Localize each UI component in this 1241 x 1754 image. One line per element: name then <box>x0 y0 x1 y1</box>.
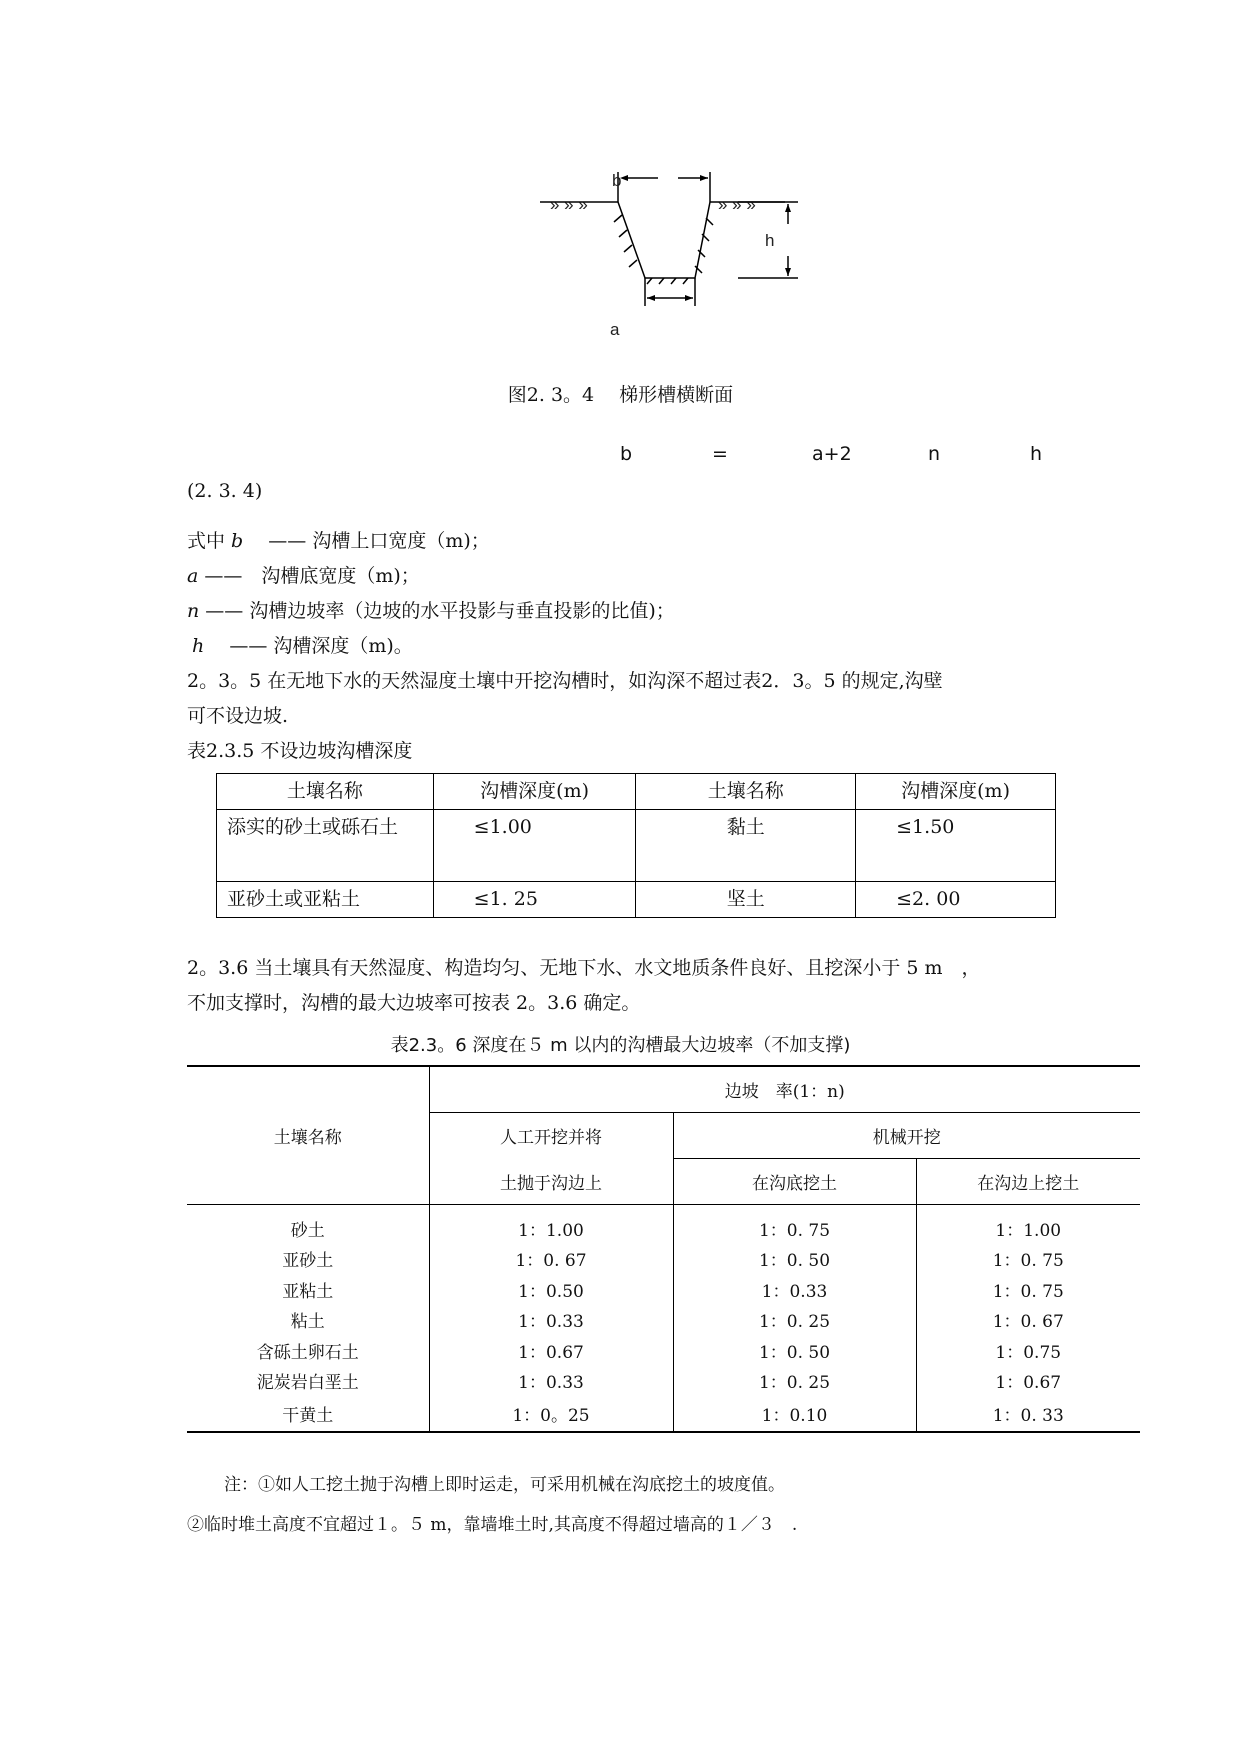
paragraph-2-3-6-line1: 2。3.6 当土壤具有天然湿度、构造均匀、无地下水、水文地质条件良好、且挖深小于 5 m ， <box>187 957 981 979</box>
definition-text: —— 沟槽底宽度（m)； <box>204 565 420 587</box>
formula-a-plus-2: a+2 <box>812 443 852 465</box>
table-cell: 亚砂土或亚粘土 <box>217 882 434 918</box>
table-cell: 1：0. 75 <box>992 1251 1064 1272</box>
table-max-slope-ratio <box>187 1065 1140 1433</box>
header-machine-top: 在沟边上挖土 <box>916 1159 1140 1205</box>
table-row <box>187 1305 1140 1336</box>
table-cell: 1：0. 75 <box>992 1281 1064 1302</box>
definition-symbol: b <box>231 530 244 552</box>
table-cell: 1：0.67 <box>995 1373 1062 1394</box>
header-soil-name: 土壤名称 <box>187 1066 429 1205</box>
table-cell: 亚粘土 <box>187 1274 429 1305</box>
table-no-slope-depth <box>216 773 1056 918</box>
svg-text:» » »: » » » <box>550 195 588 214</box>
label-b: b <box>612 171 622 190</box>
table-row <box>217 810 1056 882</box>
table-header-row <box>217 774 1056 810</box>
table-cell: 砂土 <box>187 1205 429 1244</box>
definition-text: —— 沟槽上口宽度（m)； <box>268 530 490 552</box>
header-cell: 土壤名称 <box>636 774 856 810</box>
table-row <box>217 882 1056 918</box>
paragraph-2-3-5-line2: 可不设边坡. <box>187 705 289 727</box>
label-a: a <box>610 320 620 339</box>
table-row <box>187 1205 1140 1244</box>
definition-symbol: n <box>187 600 200 622</box>
table-cell: 1：0。25 <box>429 1396 673 1432</box>
table-cell: ≤1.50 <box>856 810 1056 882</box>
table-cell: ≤2. 00 <box>856 882 1056 918</box>
definition-text: —— 沟槽深度（m)。 <box>229 635 413 657</box>
header-machine-bottom: 在沟底挖土 <box>673 1159 916 1205</box>
table-cell: 1：0. 25 <box>673 1366 916 1397</box>
figure-caption: 图2. 3。4 梯形槽横断面 <box>507 384 734 406</box>
table-cell: 坚土 <box>636 882 856 918</box>
table-cell: 干黄土 <box>187 1396 429 1432</box>
table-cell: 1：1.00 <box>995 1220 1062 1241</box>
header-cell: 土壤名称 <box>217 774 434 810</box>
table-cell: 1：0. 50 <box>673 1244 916 1275</box>
definition-n <box>187 598 675 624</box>
table-cell: 1：1.00 <box>429 1205 673 1244</box>
table-cell: 1：0.33 <box>673 1274 916 1305</box>
table-cell: 1：0.33 <box>429 1305 673 1336</box>
formula-b: b <box>620 443 633 465</box>
definition-symbol: a <box>187 565 199 587</box>
table-row <box>187 1274 1140 1305</box>
table-cell: 亚砂土 <box>187 1244 429 1275</box>
definition-symbol: h <box>192 635 205 657</box>
table-cell: 添实的砂土或砾石土 <box>217 810 434 882</box>
header-manual-line1: 人工开挖并将 <box>429 1113 673 1159</box>
table1-title: 表2.3.5 不设边坡沟槽深度 <box>187 740 413 762</box>
table-cell: 1：0. 33 <box>992 1406 1064 1426</box>
table-cell: 含砾土卵石土 <box>187 1335 429 1366</box>
table-row <box>187 1396 1140 1432</box>
table-cell: 粘土 <box>187 1305 429 1336</box>
table-cell: 1：0.75 <box>995 1342 1062 1363</box>
table-cell: 1：0.50 <box>429 1274 673 1305</box>
table2-title: 表2.3。6 深度在５ m 以内的沟槽最大边坡率（不加支撑) <box>390 1035 851 1056</box>
table-cell: 1：0. 67 <box>429 1244 673 1275</box>
trench-cross-section-diagram <box>530 160 850 350</box>
table-cell: 1：0. 25 <box>673 1305 916 1336</box>
definition-text: —— 沟槽边坡率（边坡的水平投影与垂直投影的比值)； <box>205 600 675 622</box>
note-2: ②临时堆土高度不宜超过１。５ m，靠墙堆土时,其高度不得超过墙高的１／３ . <box>187 1515 798 1535</box>
table-cell: ≤1.00 <box>433 810 636 882</box>
table-cell: 1：0.33 <box>429 1366 673 1397</box>
definition-a <box>187 563 420 589</box>
table-cell: ≤1. 25 <box>433 882 636 918</box>
svg-text:» » »: » » » <box>718 195 756 214</box>
formula-equals: = <box>712 443 728 465</box>
table-cell: 泥炭岩白垩土 <box>187 1366 429 1397</box>
table-row <box>187 1335 1140 1366</box>
table-row <box>187 1244 1140 1275</box>
table-cell: 1：0.67 <box>429 1335 673 1366</box>
header-machine: 机械开挖 <box>673 1113 1140 1159</box>
table-row <box>187 1366 1140 1397</box>
table-cell: 1：0. 75 <box>673 1205 916 1244</box>
paragraph-2-3-6-line2: 不加支撑时，沟槽的最大边坡率可按表 2。3.6 确定。 <box>187 992 641 1014</box>
formula-n: n <box>928 443 941 465</box>
header-manual-line2: 土抛于沟边上 <box>429 1159 673 1205</box>
formula-number: (2. 3. 4) <box>187 480 263 502</box>
table-cell: 1：0.10 <box>673 1396 916 1432</box>
table-cell: 黏土 <box>636 810 856 882</box>
formula-h: h <box>1030 443 1043 465</box>
note-1: 注：①如人工挖土抛于沟槽上即时运走，可采用机械在沟底挖土的坡度值。 <box>224 1475 785 1495</box>
definition-b: 式中 b —— 沟槽上口宽度（m)； <box>187 530 490 552</box>
label-h: h <box>765 231 775 250</box>
table-cell: 1：0. 67 <box>992 1312 1064 1333</box>
header-cell: 沟槽深度(m) <box>433 774 636 810</box>
table-cell: 1：0. 50 <box>673 1335 916 1366</box>
definition-h <box>192 633 413 659</box>
header-slope-ratio: 边坡 率(1：n) <box>429 1066 1140 1113</box>
header-cell: 沟槽深度(m) <box>856 774 1056 810</box>
paragraph-2-3-5-line1: 2。3。5 在无地下水的天然湿度土壤中开挖沟槽时，如沟深不超过表2．3。5 的规定,沟壁 <box>187 670 943 692</box>
